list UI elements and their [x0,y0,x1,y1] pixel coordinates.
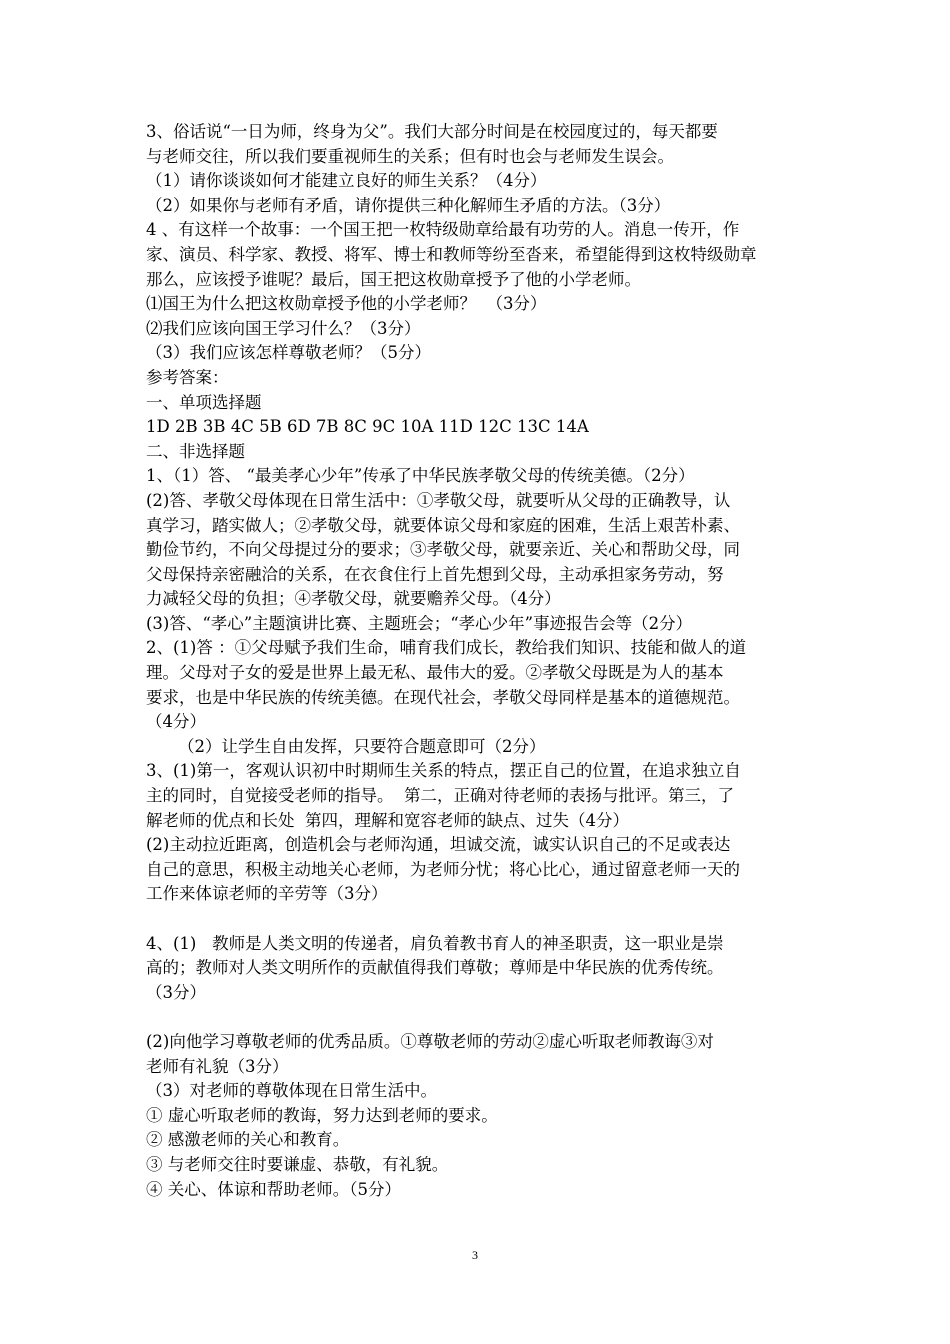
section-heading: 一、单项选择题 [146,392,262,412]
text-line: ② 感激老师的关心和教育。 [146,1130,350,1150]
text-line: (2)答、孝敬父母体现在日常生活中：①孝敬父母，就要听从父母的正确教导，认 [146,490,731,510]
text-line: (3)答、“孝心”主题演讲比赛、主题班会；“孝心少年”事迹报告会等（2分） [146,613,693,633]
text-line: 主的同时，自觉接受老师的指导。 第二，正确对待老师的表扬与批评。第三，了 [146,786,734,806]
text-line: ③ 与老师交往时要谦虚、恭敬，有礼貌。 [146,1154,449,1174]
text-line: ⑴国王为什么把这枚勋章授予他的小学老师？ （3分） [146,294,547,314]
text-line: 要求，也是中华民族的传统美德。在现代社会，孝敬父母同样是基本的道德规范。 [146,687,740,707]
text-line: 3、俗话说“一日为师，终身为父”。我们大部分时间是在校园度过的，每天都要 [146,122,718,141]
text-line: （3）对老师的尊敬体现在日常生活中。 [146,1081,437,1101]
text-line: (2)主动拉近距离，创造机会与老师沟通，坦诚交流，诚实认识自己的不足或表达 [146,835,731,855]
text-line: 理。父母对子女的爱是世界上最无私、最伟大的爱。②孝敬父母既是为人的基本 [146,663,724,683]
section-heading: 参考答案： [146,367,229,387]
text-line: （2）让学生自由发挥，只要符合题意即可（2分） [178,736,546,756]
text-line: 4 、有这样一个故事：一个国王把一枚特级勋章给最有功劳的人。消息一传开，作 [146,220,740,240]
text-line: (2)向他学习尊敬老师的优秀品质。①尊敬老师的劳动②虚心听取老师教诲③对 [146,1031,714,1051]
text-line: 自己的意思，积极主动地关心老师，为老师分忧；将心比心，通过留意老师一天的 [146,859,740,879]
text-line: 力减轻父母的负担；④孝敬父母，就要赡养父母。（4分） [146,589,561,609]
text-line: 工作来体谅老师的辛劳等（3分） [146,884,388,904]
text-line: （2）如果你与老师有矛盾，请你提供三种化解师生矛盾的方法。（3分） [146,195,671,215]
text-line: （4分） [146,712,206,732]
text-line: 2、(1)答 ：①父母赋予我们生命，哺育我们成长，教给我们知识、技能和做人的道 [146,638,747,658]
text-line: ① 虚心听取老师的教诲，努力达到老师的要求。 [146,1105,498,1125]
text-line: 老师有礼貌（3分） [146,1056,289,1076]
text-line: 真学习，踏实做人；②孝敬父母，就要体谅父母和家庭的困难，生活上艰苦朴素、 [146,515,740,535]
text-line: （1）请你谈谈如何才能建立良好的师生关系？（4分） [146,171,547,191]
text-line: 父母保持亲密融洽的关系，在衣食住行上首先想到父母，主动承担家务劳动，努 [146,564,724,584]
text-line [146,1005,811,1030]
text-line: 高的；教师对人类文明所作的贡献值得我们尊敬；尊师是中华民族的优秀传统。 [146,958,724,978]
section-heading: 二、非选择题 [146,441,245,461]
answer-key-line: 1D 2B 3B 4C 5B 6D 7B 8C 9C 10A 11D 12C 13C 14A [146,417,589,437]
text-line: ⑵我们应该向国王学习什么？（3分） [146,318,421,338]
text-line: 与老师交往，所以我们要重视师生的关系；但有时也会与老师发生误会。 [146,146,674,166]
text-line: 解老师的优点和长处 第四，理解和宽容老师的缺点、过失（4分） [146,810,629,830]
text-line [146,907,811,932]
text-line: 勤俭节约，不向父母提过分的要求；③孝敬父母，就要亲近、关心和帮助父母，同 [146,540,740,560]
text-line: （3）我们应该怎样尊敬老师？（5分） [146,343,431,363]
text-line: 4、(1) 教师是人类文明的传递者，肩负着教书育人的神圣职责，这一职业是崇 [146,933,724,953]
text-line: 1、（1）答、 “最美孝心少年”传承了中华民族孝敬父母的传统美德。（2分） [146,466,695,486]
text-line: 那么，应该授予谁呢？最后，国王把这枚勋章授予了他的小学老师。 [146,269,641,289]
text-line: （3分） [146,982,206,1002]
page-number: 3 [472,1248,478,1262]
text-line: 3、(1)第一，客观认识初中时期师生关系的特点，摆正自己的位置，在追求独立自 [146,761,741,781]
text-line: ④ 关心、体谅和帮助老师。（5分） [146,1179,401,1199]
document-body [146,120,811,1202]
text-line: 家、演员、科学家、教授、将军、博士和教师等纷至沓来，希望能得到这枚特级勋章 [146,244,757,264]
